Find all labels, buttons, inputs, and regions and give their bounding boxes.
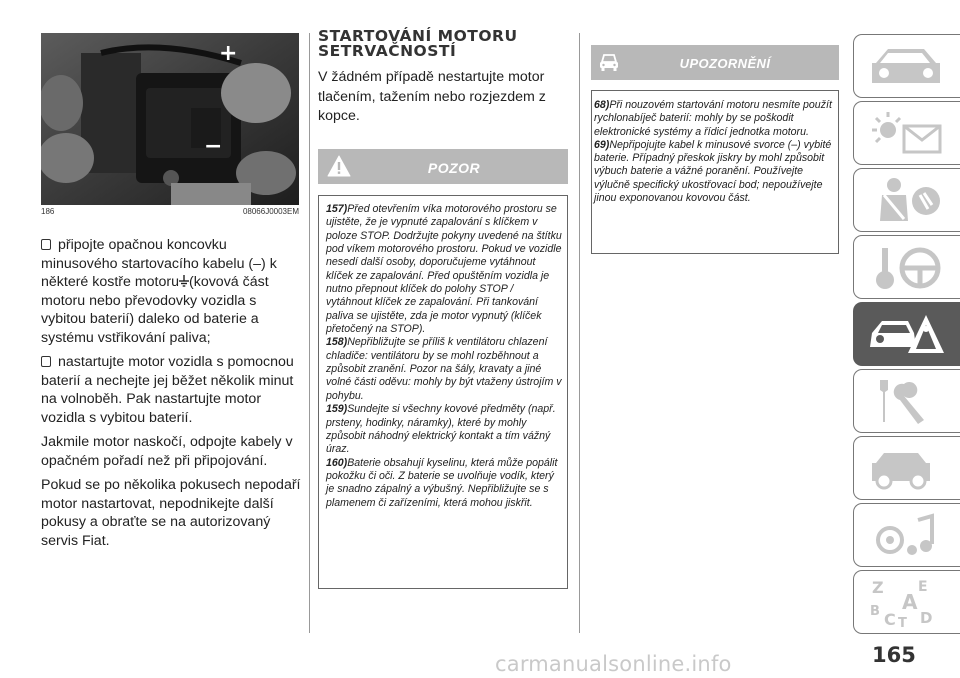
upozorneni-title: UPOZORNĚNÍ [679,56,771,71]
bullet-item [41,236,303,347]
index-letter: A [902,590,918,614]
note-item [326,457,562,510]
chapter-tab-multimedia[interactable] [853,503,960,567]
section-intro: V žádném případě nestartujte motor tlačením, tažením nebo rozjezdem z kopce. [318,69,546,124]
note-text: Sundejte si všechny kovové předměty (např. prsteny, hodinky, náramky), které by mohly způsobit náhodný elektrický kontakt a tím vážný úraz. [326,403,556,456]
chapter-tab-index[interactable] [853,570,960,634]
bullet-text: připojte opačnou koncovku minusového startovacího kabelu (–) k některé kostře motoru [41,237,277,290]
note-number: 69) [594,138,610,151]
note-number: 160) [326,456,348,469]
plus-terminal-marker: + [219,41,238,66]
note-number: 157) [326,203,348,215]
note-item [326,203,562,336]
chapter-tab-starting-driving[interactable] [853,235,960,299]
index-letter: D [920,609,933,627]
pozor-notes [326,203,562,510]
index-letter: B [870,604,880,619]
figure-code: 08066J0003EM [242,207,299,216]
car-dashboard-icon [868,41,948,93]
note-text: Nepřipojujte kabel k minusové svorce (–) vybité baterie. Případný přeskok jiskry by mohl způsobit výbuch baterie a vážné poranění. Používejte výlučně specifický ukostřovací bod; nepoužívejte jinou exponovanou kovovou část. [594,138,832,205]
watermark: carmanualsonline.info [495,652,732,676]
bullet-text: nastartujte motor vozidla s pomocnou baterií a nechejte jej běžet několik minut na volnoběh. Pak nastartujte motor vozidla s vybitou baterií. [41,354,294,426]
bullet-square-icon [41,239,51,250]
note-number: 159) [326,403,348,416]
index-letter: E [918,579,928,595]
chapter-tab-maintenance[interactable] [853,369,960,433]
note-text: Před otevřením víka motorového prostoru se ujistěte, že je vypnuté zapalování s klíčkem v poloze STOP. Dodržujte pokyny uvedené na štítku pod víkem motorového prostoru. Pokud ve vozidle nesedí další osoby, doporučujeme vytáhnout klíček ze zapalování. Před opuštěním vozidla je nutno přepnout klíček do polohy STOP / vytáhnout klíček ze zapalování. Při tankování paliva se ujistěte, zda je motor vypnutý (klíček přetočený na STOP). [326,203,562,336]
bullet-text: (kovová část motoru nebo převodovky vozidla s vybitou baterií) daleko od baterie a systému vstřikování paliva; [41,274,269,346]
note-text: Nepřibližujte se příliš k ventilátoru chlazení chladiče: ventilátoru by se mohl rozběhnout a způsobit zranění. Pozor na šály, kravaty a jiné volné části oděvu: mohly by být vtaženy ústrojím v pohybu. [326,336,562,402]
note-item [326,336,562,403]
note-number: 158) [326,336,348,349]
page-number: 165 [872,643,916,667]
upozorneni-notes [594,99,836,205]
maintenance-tools-icon [868,376,948,428]
section-title [318,29,578,59]
column-divider [309,33,310,633]
section-title-line: SETRVAČNOSTÍ [318,42,457,60]
paragraph: Pokud se po několika pokusech nepodaří motor nastartovat, nepodnikejte další pokusy a obraťte se na autorizovaný servis Fiat. [41,477,301,549]
note-text: Při nouzovém startování motoru nesmíte použít rychlonabíječ baterií: mohly by se poškodit elektronické systémy a řídicí jednotka motoru. [594,99,832,138]
emergency-icon [868,309,948,361]
section-title-line: STARTOVÁNÍ MOTORU [318,27,518,45]
note-number: 68) [594,99,610,111]
ground-symbol-icon [179,275,189,287]
index-letter: T [898,616,907,629]
engine-bay-photo [41,33,299,205]
column-divider [579,33,580,633]
technical-data-icon [868,443,948,495]
figure-number: 186 [41,207,55,216]
index-letter: Z [872,578,884,597]
index-letters-icon [868,577,948,629]
chapter-tab-emergency[interactable] [853,302,960,366]
bullet-square-icon [41,356,51,367]
chapter-tab-dashboard[interactable] [853,34,960,98]
bullet-item [41,353,303,427]
chapter-tab-safety[interactable] [853,168,960,232]
paragraph: Jakmile motor naskočí, odpojte kabely v opačném pořadí než při připojování. [41,434,293,469]
left-column-text [41,236,303,556]
note-text: Baterie obsahují kyselinu, která může popálit pokožku či oči. Z baterie se uvolňuje vodík, který je snadno zápalný a výbušný. Nepřibližujte se s plamenem či zařízeními, která mohou jiskřit. [326,456,558,509]
minus-terminal-marker: − [204,134,223,159]
warning-lights-icon [868,108,948,160]
safety-seatbelt-icon [868,175,948,227]
note-item [594,99,836,139]
note-item [326,403,562,456]
note-item [594,139,836,205]
chapter-tab-technical-data[interactable] [853,436,960,500]
index-letter: C [884,610,896,629]
pozor-title: POZOR [427,160,481,176]
photo-caption [41,207,299,216]
multimedia-icon [868,510,948,562]
chapter-tab-warning-lights[interactable] [853,101,960,165]
key-steering-icon [868,242,948,294]
